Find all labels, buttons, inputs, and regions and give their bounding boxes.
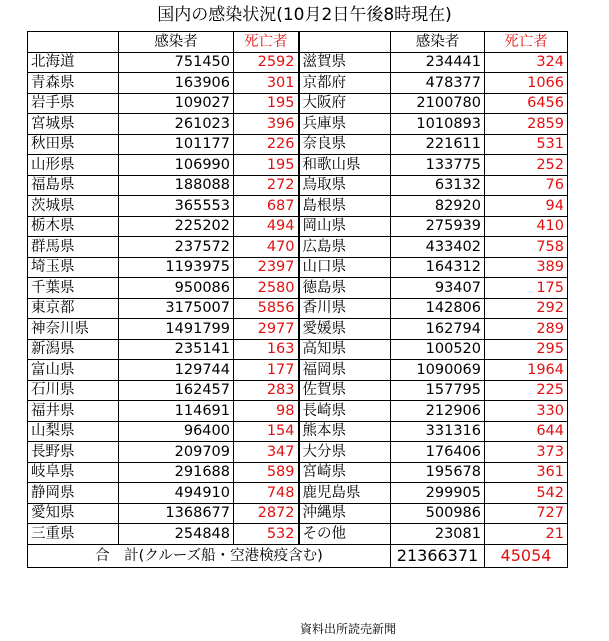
- death-count: 154: [234, 421, 299, 442]
- death-count: 542: [485, 483, 568, 504]
- death-count: 330: [485, 401, 568, 422]
- death-count: 301: [234, 73, 299, 94]
- prefecture-name: 静岡県: [28, 483, 119, 504]
- infected-count: 195678: [391, 462, 485, 483]
- table-row: [28, 524, 568, 545]
- prefecture-name: 宮城県: [28, 114, 119, 135]
- death-count: 531: [485, 134, 568, 155]
- death-count: 6456: [485, 93, 568, 114]
- header-deaths-right: 死亡者: [485, 32, 568, 53]
- header-row: [28, 32, 568, 53]
- total-infected: 21366371: [391, 544, 485, 567]
- infected-count: 1010893: [391, 114, 485, 135]
- infected-count: 93407: [391, 278, 485, 299]
- header-deaths-left: 死亡者: [234, 32, 299, 53]
- table-row: [28, 462, 568, 483]
- table-row: [28, 73, 568, 94]
- table-row: [28, 237, 568, 258]
- infected-count: 751450: [119, 52, 234, 73]
- death-count: 252: [485, 155, 568, 176]
- infected-count: 209709: [119, 442, 234, 463]
- table-row: [28, 134, 568, 155]
- infected-count: 234441: [391, 52, 485, 73]
- infected-count: 114691: [119, 401, 234, 422]
- prefecture-name: 山梨県: [28, 421, 119, 442]
- death-count: 727: [485, 503, 568, 524]
- infected-count: 129744: [119, 360, 234, 381]
- table-row: [28, 52, 568, 73]
- table-row: [28, 360, 568, 381]
- prefecture-name: 高知県: [299, 339, 391, 360]
- infected-count: 254848: [119, 524, 234, 545]
- death-count: 748: [234, 483, 299, 504]
- prefecture-name: 栃木県: [28, 216, 119, 237]
- death-count: 2592: [234, 52, 299, 73]
- prefecture-name: 愛媛県: [299, 319, 391, 340]
- death-count: 470: [234, 237, 299, 258]
- death-count: 76: [485, 175, 568, 196]
- prefecture-name: 北海道: [28, 52, 119, 73]
- infected-count: 100520: [391, 339, 485, 360]
- prefecture-name: 沖縄県: [299, 503, 391, 524]
- table-row: [28, 155, 568, 176]
- infected-count: 261023: [119, 114, 234, 135]
- prefecture-name: 鳥取県: [299, 175, 391, 196]
- prefecture-name: 山形県: [28, 155, 119, 176]
- death-count: 226: [234, 134, 299, 155]
- prefecture-name: 京都府: [299, 73, 391, 94]
- prefecture-name: 石川県: [28, 380, 119, 401]
- prefecture-name: 島根県: [299, 196, 391, 217]
- table-row: [28, 175, 568, 196]
- death-count: 532: [234, 524, 299, 545]
- infected-count: 142806: [391, 298, 485, 319]
- death-count: 225: [485, 380, 568, 401]
- infected-count: 433402: [391, 237, 485, 258]
- death-count: 324: [485, 52, 568, 73]
- infected-count: 164312: [391, 257, 485, 278]
- prefecture-name: 奈良県: [299, 134, 391, 155]
- death-count: 21: [485, 524, 568, 545]
- infected-count: 478377: [391, 73, 485, 94]
- prefecture-name: 山口県: [299, 257, 391, 278]
- infected-count: 331316: [391, 421, 485, 442]
- table-row: [28, 257, 568, 278]
- infected-count: 162457: [119, 380, 234, 401]
- infected-count: 1090069: [391, 360, 485, 381]
- infected-count: 176406: [391, 442, 485, 463]
- table-row: [28, 503, 568, 524]
- table-row: [28, 442, 568, 463]
- infected-count: 109027: [119, 93, 234, 114]
- infected-count: 500986: [391, 503, 485, 524]
- death-count: 2397: [234, 257, 299, 278]
- prefecture-name: 埼玉県: [28, 257, 119, 278]
- prefecture-name: 岐阜県: [28, 462, 119, 483]
- prefecture-name: 熊本県: [299, 421, 391, 442]
- death-count: 98: [234, 401, 299, 422]
- infected-count: 106990: [119, 155, 234, 176]
- prefecture-name: 富山県: [28, 360, 119, 381]
- death-count: 410: [485, 216, 568, 237]
- infected-count: 82920: [391, 196, 485, 217]
- death-count: 195: [234, 93, 299, 114]
- prefecture-name: 福岡県: [299, 360, 391, 381]
- death-count: 758: [485, 237, 568, 258]
- infected-count: 133775: [391, 155, 485, 176]
- infected-count: 188088: [119, 175, 234, 196]
- death-count: 283: [234, 380, 299, 401]
- infected-count: 299905: [391, 483, 485, 504]
- prefecture-name: 愛知県: [28, 503, 119, 524]
- death-count: 494: [234, 216, 299, 237]
- prefecture-name: 三重県: [28, 524, 119, 545]
- prefecture-name: 福井県: [28, 401, 119, 422]
- prefecture-name: 青森県: [28, 73, 119, 94]
- infected-count: 1368677: [119, 503, 234, 524]
- table-row: [28, 278, 568, 299]
- infected-count: 950086: [119, 278, 234, 299]
- prefecture-name: 岡山県: [299, 216, 391, 237]
- prefecture-name: 岩手県: [28, 93, 119, 114]
- header-infected-left: 感染者: [119, 32, 234, 53]
- prefecture-name: 長野県: [28, 442, 119, 463]
- prefecture-name: 滋賀県: [299, 52, 391, 73]
- prefecture-name: 長崎県: [299, 401, 391, 422]
- infected-count: 157795: [391, 380, 485, 401]
- infected-count: 2100780: [391, 93, 485, 114]
- infection-table: [27, 31, 568, 568]
- total-deaths: 45054: [485, 544, 568, 567]
- prefecture-name: 秋田県: [28, 134, 119, 155]
- total-label: 合 計(クルーズ船・空港検疫含む): [28, 544, 391, 567]
- header-blank-left: [28, 32, 119, 53]
- infected-count: 23081: [391, 524, 485, 545]
- death-count: 5856: [234, 298, 299, 319]
- death-count: 295: [485, 339, 568, 360]
- table-row: [28, 196, 568, 217]
- infected-count: 494910: [119, 483, 234, 504]
- infected-count: 1491799: [119, 319, 234, 340]
- infected-count: 235141: [119, 339, 234, 360]
- table-row: [28, 421, 568, 442]
- infected-count: 291688: [119, 462, 234, 483]
- table-row: [28, 380, 568, 401]
- death-count: 396: [234, 114, 299, 135]
- prefecture-name: 大阪府: [299, 93, 391, 114]
- header-infected-right: 感染者: [391, 32, 485, 53]
- table-row: [28, 114, 568, 135]
- death-count: 272: [234, 175, 299, 196]
- table-row: [28, 93, 568, 114]
- infected-count: 275939: [391, 216, 485, 237]
- prefecture-name: 和歌山県: [299, 155, 391, 176]
- death-count: 644: [485, 421, 568, 442]
- prefecture-name: 兵庫県: [299, 114, 391, 135]
- prefecture-name: 佐賀県: [299, 380, 391, 401]
- prefecture-name: 香川県: [299, 298, 391, 319]
- table-row: [28, 319, 568, 340]
- prefecture-name: 群馬県: [28, 237, 119, 258]
- prefecture-name: 広島県: [299, 237, 391, 258]
- death-count: 589: [234, 462, 299, 483]
- prefecture-name: 徳島県: [299, 278, 391, 299]
- table-row: [28, 339, 568, 360]
- death-count: 289: [485, 319, 568, 340]
- death-count: 1066: [485, 73, 568, 94]
- prefecture-name: 千葉県: [28, 278, 119, 299]
- death-count: 361: [485, 462, 568, 483]
- death-count: 175: [485, 278, 568, 299]
- infected-count: 221611: [391, 134, 485, 155]
- infected-count: 225202: [119, 216, 234, 237]
- death-count: 163: [234, 339, 299, 360]
- infected-count: 212906: [391, 401, 485, 422]
- prefecture-name: 鹿児島県: [299, 483, 391, 504]
- death-count: 195: [234, 155, 299, 176]
- infected-count: 237572: [119, 237, 234, 258]
- table-row: [28, 401, 568, 422]
- table-row: [28, 483, 568, 504]
- prefecture-name: 東京都: [28, 298, 119, 319]
- prefecture-name: その他: [299, 524, 391, 545]
- prefecture-name: 神奈川県: [28, 319, 119, 340]
- infected-count: 3175007: [119, 298, 234, 319]
- prefecture-name: 宮崎県: [299, 462, 391, 483]
- infected-count: 163906: [119, 73, 234, 94]
- death-count: 687: [234, 196, 299, 217]
- infected-count: 162794: [391, 319, 485, 340]
- infected-count: 1193975: [119, 257, 234, 278]
- header-blank-right: [299, 32, 391, 53]
- source-note: 資料出所読売新聞: [300, 622, 397, 636]
- prefecture-name: 福島県: [28, 175, 119, 196]
- prefecture-name: 大分県: [299, 442, 391, 463]
- death-count: 177: [234, 360, 299, 381]
- infected-count: 63132: [391, 175, 485, 196]
- infected-count: 101177: [119, 134, 234, 155]
- infected-count: 365553: [119, 196, 234, 217]
- death-count: 2580: [234, 278, 299, 299]
- death-count: 389: [485, 257, 568, 278]
- page-title: 国内の感染状況(10月2日午後8時現在): [157, 5, 452, 25]
- prefecture-name: 茨城県: [28, 196, 119, 217]
- death-count: 2977: [234, 319, 299, 340]
- prefecture-name: 新潟県: [28, 339, 119, 360]
- death-count: 94: [485, 196, 568, 217]
- death-count: 1964: [485, 360, 568, 381]
- death-count: 373: [485, 442, 568, 463]
- death-count: 347: [234, 442, 299, 463]
- death-count: 292: [485, 298, 568, 319]
- death-count: 2872: [234, 503, 299, 524]
- table-row: [28, 298, 568, 319]
- table-row: [28, 216, 568, 237]
- total-row: [28, 544, 568, 567]
- death-count: 2859: [485, 114, 568, 135]
- infected-count: 96400: [119, 421, 234, 442]
